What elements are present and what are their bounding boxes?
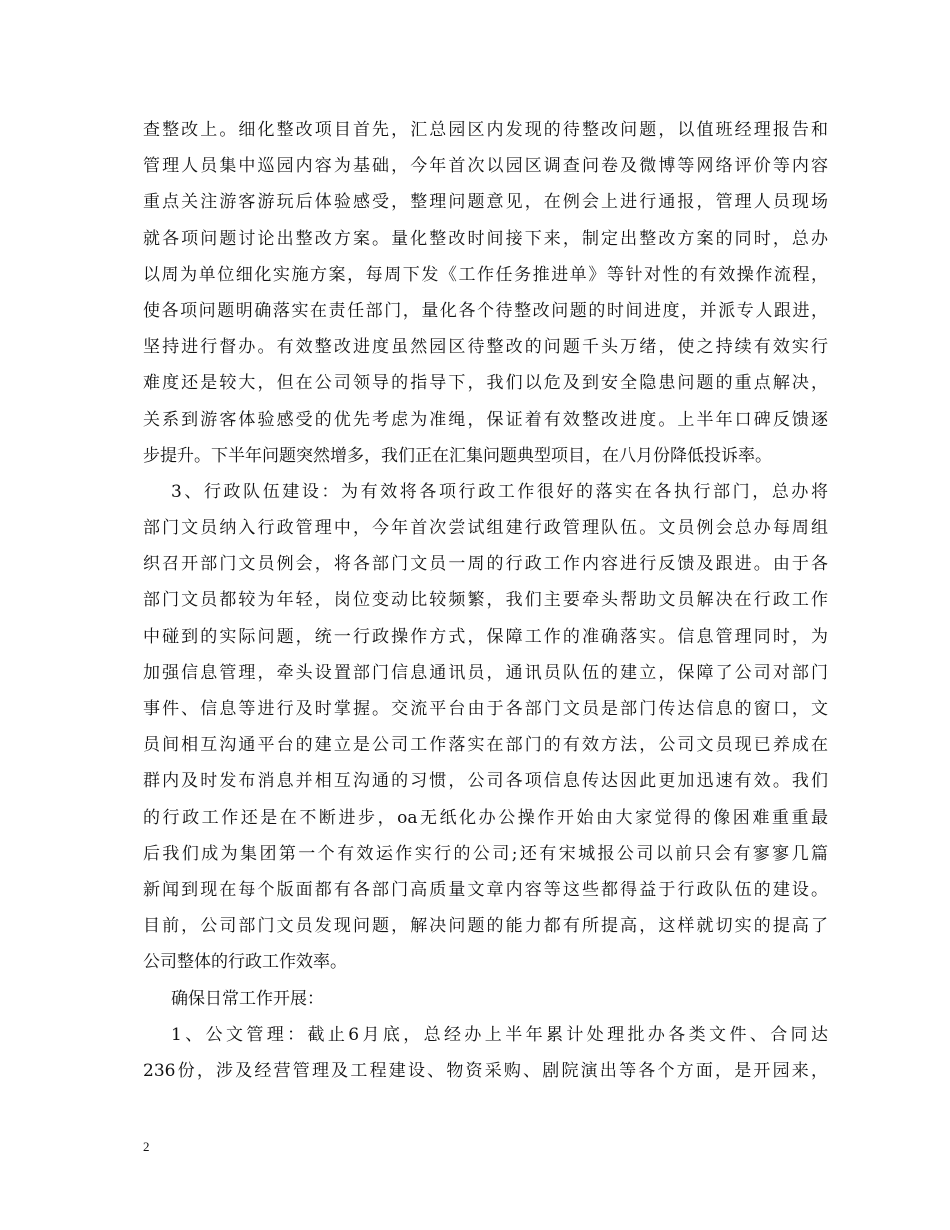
text-line: 公司整体的行政工作效率。 xyxy=(143,952,347,973)
text-line: 加强信息管理，牵头设置部门信息通讯员，通讯员队伍的建立，保障了公司对部门 xyxy=(143,662,828,683)
text-line: 重点关注游客游玩后体验感受，整理问题意见，在例会上进行通报，管理人员现场 xyxy=(143,192,828,213)
text-line: 事件、信息等进行及时掌握。交流平台由于各部门文员是部门传达信息的窗口，文 xyxy=(143,699,828,719)
text-line: 难度还是较大，但在公司领导的指导下，我们以危及到安全隐患问题的重点解决， xyxy=(143,373,828,394)
text-line: 坚持进行督办。有效整改进度虽然园区待整改的问题千头万绪，使之持续有效实行 xyxy=(143,337,828,358)
text-line: 新闻到现在每个版面都有各部门高质量文章内容等这些都得益于行政队伍的建设。 xyxy=(143,879,828,900)
page-number: 2 xyxy=(143,1139,150,1154)
text-line: 以周为单位细化实施方案，每周下发《工作任务推进单》等针对性的有效操作流程， xyxy=(143,264,828,285)
body-text xyxy=(143,112,828,1089)
text-line: 群内及时发布消息并相互沟通的习惯，公司各项信息传达因此更加迅速有效。我们 xyxy=(143,771,828,792)
text-line: 步提升。下半年问题突然增多，我们正在汇集问题典型项目，在八月份降低投诉率。 xyxy=(143,445,772,466)
text-line: 查整改上。细化整改项目首先，汇总园区内发现的待整改问题，以值班经理报告和 xyxy=(143,120,828,140)
text-line: 员间相互沟通平台的建立是公司工作落实在部门的有效方法，公司文员现已养成在 xyxy=(143,735,828,756)
text-line: 的行政工作还是在不断进步，oa无纸化办公操作开始由大家觉得的像困难重重最 xyxy=(143,807,828,828)
text-line: 确保日常工作开展： xyxy=(171,988,324,1009)
text-line: 就各项问题讨论出整改方案。量化整改时间接下来，制定出整改方案的同时，总办 xyxy=(143,228,828,249)
text-line: 关系到游客体验感受的优先考虑为准绳，保证着有效整改进度。上半年口碑反馈逐 xyxy=(143,409,828,430)
text-line: 1、公文管理：截止6月底，总经办上半年累计处理批办各类文件、合同达 xyxy=(171,1024,828,1045)
text-line: 目前，公司部门文员发现问题，解决问题的能力都有所提高，这样就切实的提高了 xyxy=(143,916,828,937)
text-line: 部门文员都较为年轻，岗位变动比较频繁，我们主要牵头帮助文员解决在行政工作 xyxy=(143,590,828,611)
text-line: 织召开部门文员例会，将各部门文员一周的行政工作内容进行反馈及跟进。由于各 xyxy=(143,554,828,575)
text-line: 管理人员集中巡园内容为基础，今年首次以园区调查问卷及微博等网络评价等内容 xyxy=(143,156,828,177)
text-line: 后我们成为集团第一个有效运作实行的公司;还有宋城报公司以前只会有寥寥几篇 xyxy=(143,843,828,864)
text-line: 3、行政队伍建设：为有效将各项行政工作很好的落实在各执行部门，总办将 xyxy=(171,481,828,502)
text-line: 中碰到的实际问题，统一行政操作方式，保障工作的准确落实。信息管理同时，为 xyxy=(143,626,828,647)
text-line: 236份，涉及经营管理及工程建设、物资采购、剧院演出等各个方面，是开园来， xyxy=(143,1060,828,1081)
text-line: 使各项问题明确落实在责任部门，量化各个待整改问题的时间进度，并派专人跟进， xyxy=(143,300,828,321)
text-line: 部门文员纳入行政管理中，今年首次尝试组建行政管理队伍。文员例会总办每周组 xyxy=(143,518,828,539)
